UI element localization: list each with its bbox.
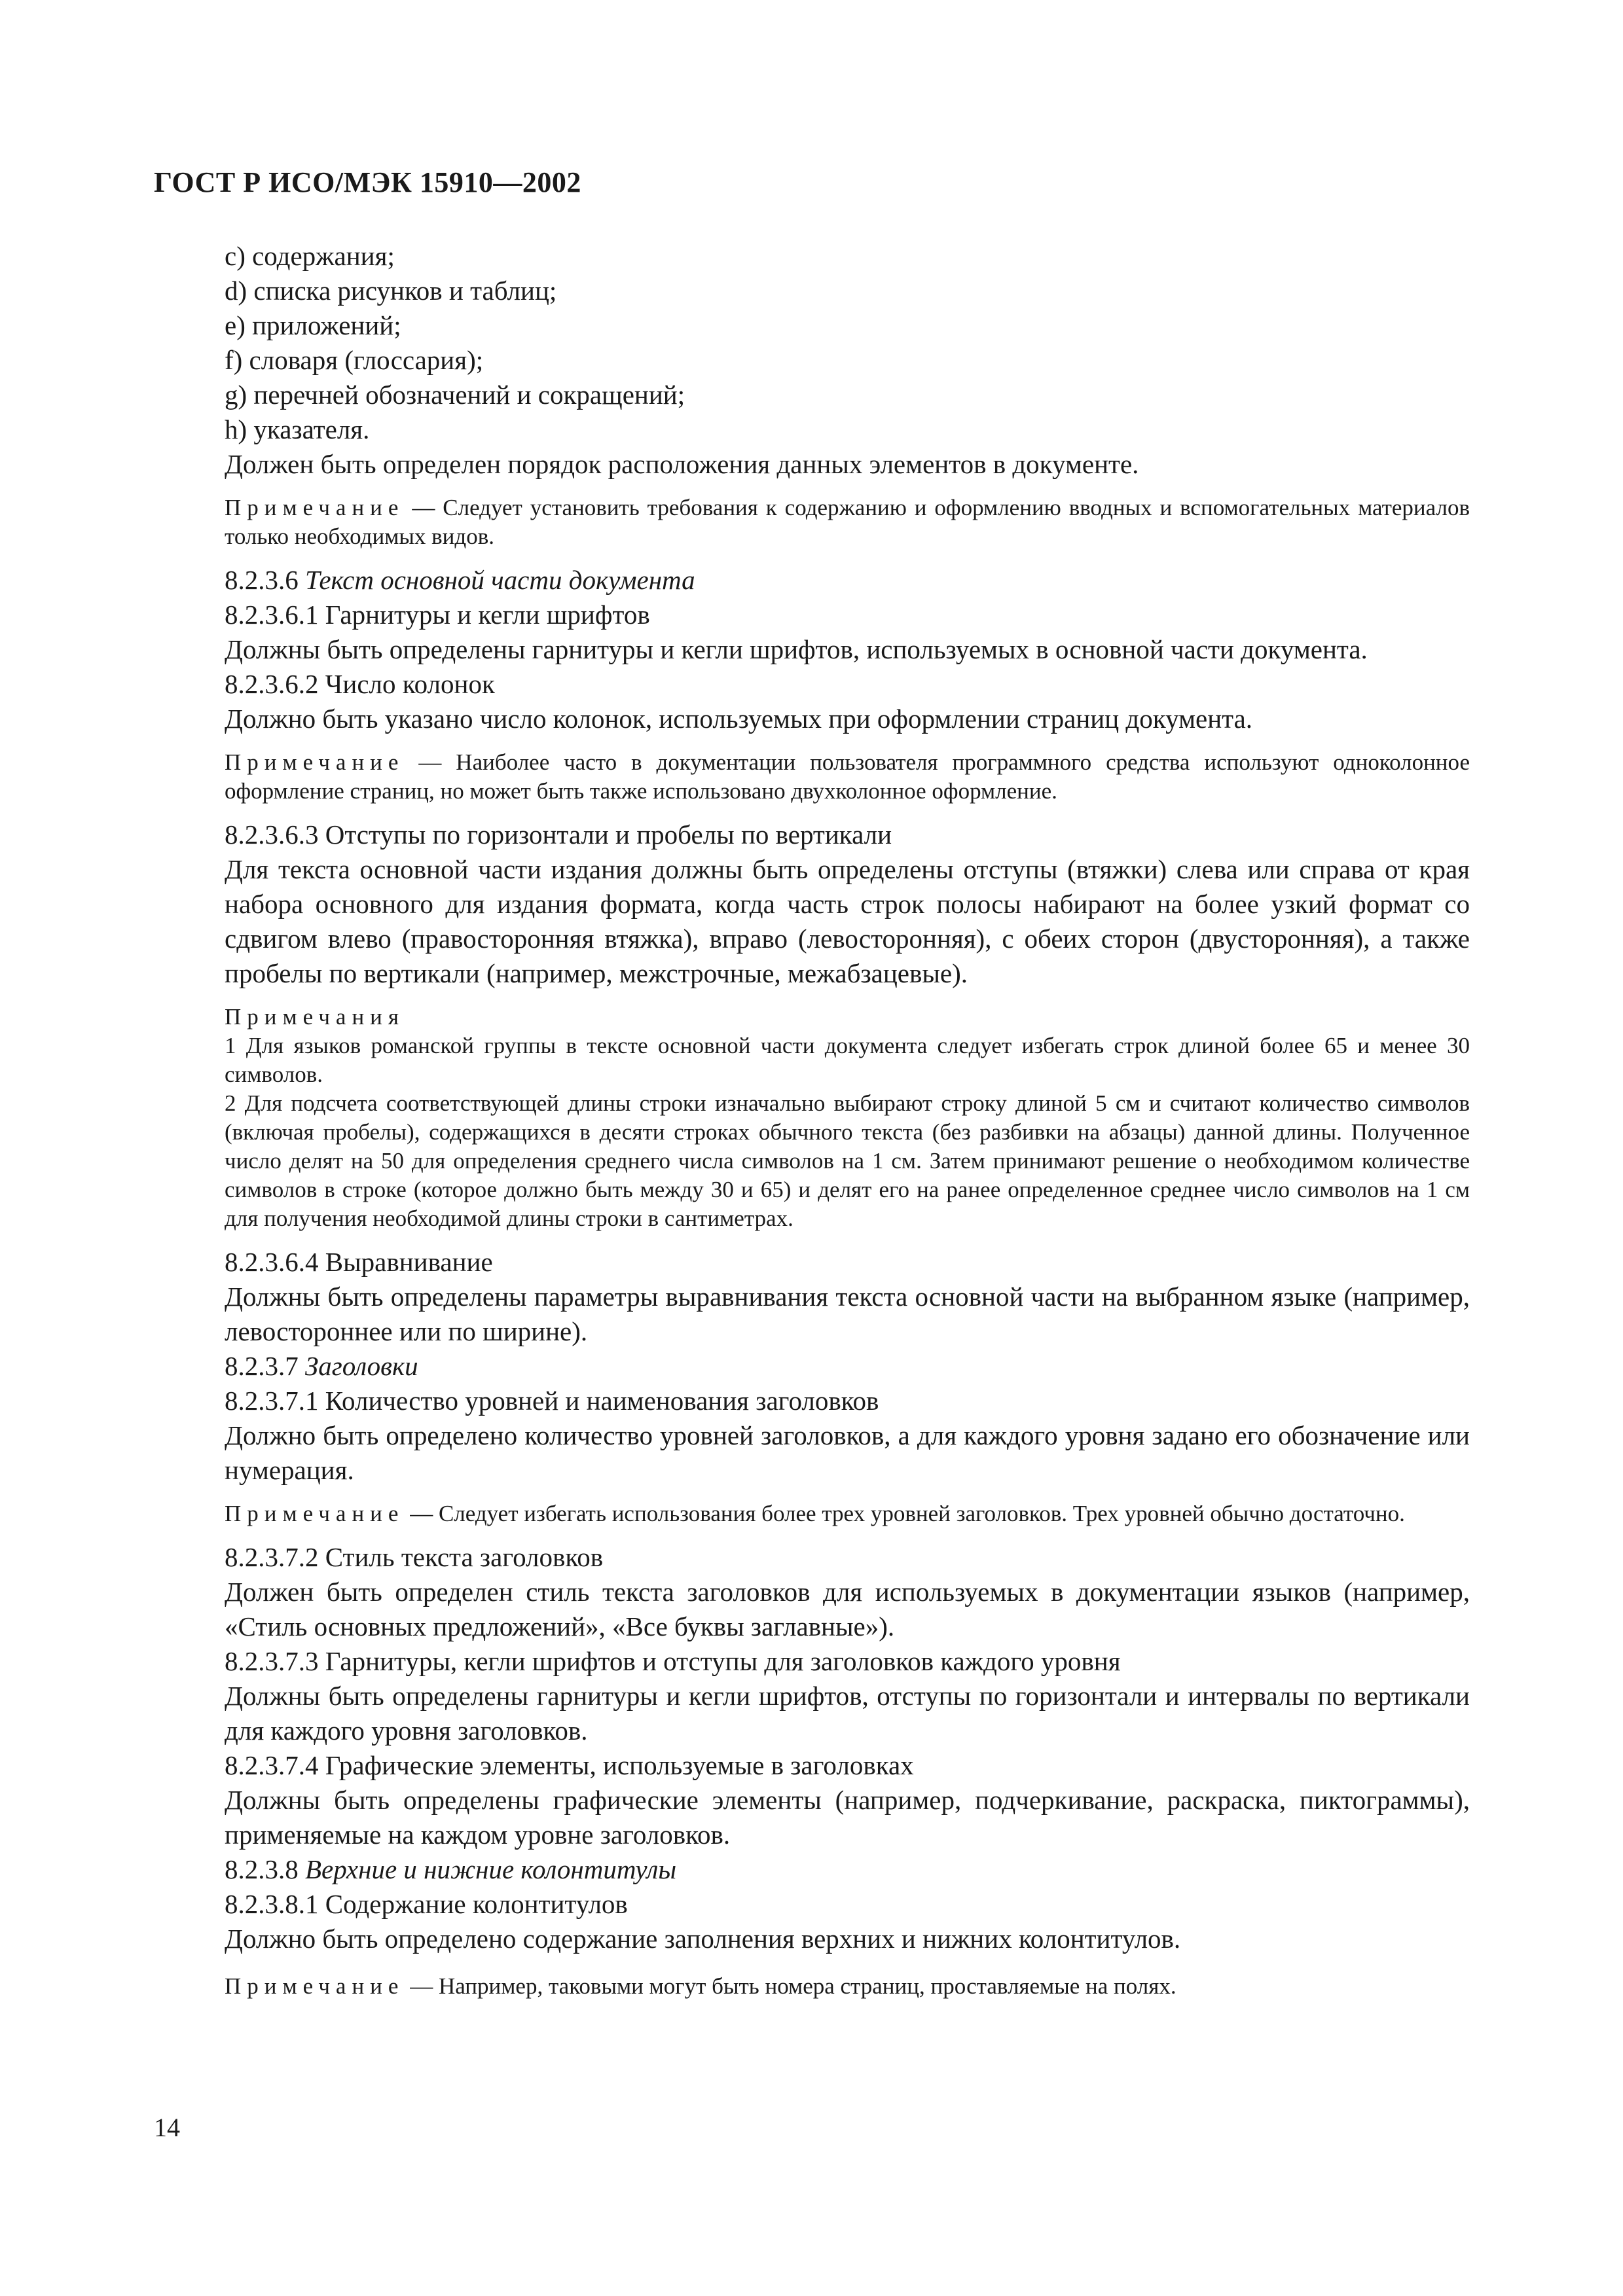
section-heading-82371: 8.2.3.7.1 Количество уровней и наименования заголовков bbox=[225, 1386, 879, 1416]
note-label: Примечание bbox=[225, 1973, 405, 1999]
section-heading-8238 bbox=[154, 1852, 1470, 1887]
notes-label: Примечания bbox=[225, 1004, 405, 1030]
section-heading-82372: 8.2.3.7.2 Стиль текста заголовков bbox=[225, 1542, 604, 1572]
note-label: Примечание bbox=[225, 495, 405, 520]
section-heading-8236 bbox=[154, 563, 1470, 598]
note-4 bbox=[154, 1972, 1470, 2001]
section-heading-82361: 8.2.3.6.1 Гарнитуры и кегли шрифтов bbox=[225, 600, 650, 630]
paragraph-82364: Должны быть определены параметры выравнивания текста основной части на выбранном языке (например, левостороннее или по ширине). bbox=[225, 1282, 1470, 1346]
paragraph-82371: Должно быть определено количество уровней заголовков, а для каждого уровня задано его обозначение или нумерация. bbox=[225, 1420, 1470, 1485]
paragraph-82372: Должен быть определен стиль текста заголовков для используемых в документации языков (например, «Стиль основных предложений», «Все буквы заглавные»). bbox=[225, 1577, 1470, 1641]
note-label: Примечание bbox=[225, 1501, 405, 1526]
list-item-f: f) словаря (глоссария); bbox=[225, 345, 484, 375]
section-heading-8237 bbox=[154, 1349, 1470, 1384]
section-title: Текст основной части документа bbox=[305, 565, 695, 595]
section-heading-82374: 8.2.3.7.4 Графические элементы, используемые в заголовках bbox=[225, 1750, 914, 1780]
list-item-e: e) приложений; bbox=[225, 310, 401, 340]
section-heading-82363: 8.2.3.6.3 Отступы по горизонтали и пробелы по вертикали bbox=[225, 819, 892, 850]
section-heading-82362: 8.2.3.6.2 Число колонок bbox=[225, 669, 495, 699]
note-1 bbox=[154, 493, 1470, 551]
section-number: 8.2.3.6 bbox=[225, 565, 305, 595]
document-header: ГОСТ Р ИСО/МЭК 15910—2002 bbox=[154, 166, 581, 198]
notes-item-1: 1 Для языков романской группы в тексте основной части документа следует избегать строк длиной более 65 и менее 30 символов. bbox=[225, 1033, 1470, 1087]
section-heading-82373: 8.2.3.7.3 Гарнитуры, кегли шрифтов и отступы для заголовков каждого уровня bbox=[225, 1646, 1121, 1676]
list-item-d: d) списка рисунков и таблиц; bbox=[225, 276, 557, 306]
note-2 bbox=[154, 748, 1470, 806]
list-item-g: g) перечней обозначений и сокращений; bbox=[225, 380, 685, 410]
page-number: 14 bbox=[154, 2113, 180, 2142]
note-label: Примечание bbox=[225, 749, 405, 775]
section-number: 8.2.3.8 bbox=[225, 1854, 305, 1884]
notes-item-2: 2 Для подсчета соответствующей длины строки изначально выбирают строку длиной 5 см и считают количество символов (включая пробелы), содержащихся в десяти строках обычного текста (без разбивки на абзацы) данной длины. Полученное число делят на 50 для определения среднего числа символов на 1 см. Затем принимают решение о необходимом количестве символов в строке (которое должно быть между 30 и 65) и делят его на ранее определенное среднее число символов на 1 см для получения необходимой длины строки в сантиметрах. bbox=[225, 1090, 1470, 1231]
paragraph-order: Должен быть определен порядок расположения данных элементов в документе. bbox=[225, 449, 1139, 479]
paragraph-82362: Должно быть указано число колонок, используемых при оформлении страниц документа. bbox=[225, 704, 1253, 734]
paragraph-82361: Должны быть определены гарнитуры и кегли шрифтов, используемых в основной части документа. bbox=[225, 634, 1368, 664]
paragraph-82381: Должно быть определено содержание заполнения верхних и нижних колонтитулов. bbox=[225, 1924, 1181, 1954]
list-item-h: h) указателя. bbox=[225, 414, 370, 444]
paragraph-82373: Должны быть определены гарнитуры и кегли шрифтов, отступы по горизонтали и интервалы по вертикали для каждого уровня заголовков. bbox=[225, 1681, 1470, 1746]
section-title: Заголовки bbox=[305, 1351, 418, 1381]
section-number: 8.2.3.7 bbox=[225, 1351, 305, 1381]
paragraph-82363: Для текста основной части издания должны быть определены отступы (втяжки) слева или справа от края набора основного для издания формата, когда часть строк полосы набирают на более узкий формат со сдвигом влево (правосторонняя втяжка), вправо (левосторонняя), с обеих сторон (двусторонняя), а также пробелы по вертикали (например, межстрочные, межабзацевые). bbox=[225, 854, 1470, 988]
note-text: — Следует избегать использования более трех уровней заголовков. Трех уровней обычно достаточно. bbox=[404, 1501, 1405, 1526]
note-text: — Например, таковыми могут быть номера страниц, проставляемые на полях. bbox=[404, 1973, 1176, 1999]
note-text: — Следует установить требования к содержанию и оформлению вводных и вспомогательных материалов только необходимых видов. bbox=[225, 495, 1470, 549]
section-heading-82364: 8.2.3.6.4 Выравнивание bbox=[225, 1247, 493, 1277]
page-content bbox=[154, 239, 1470, 2001]
paragraph-82374: Должны быть определены графические элементы (например, подчеркивание, раскраска, пиктограммы), применяемые на каждом уровне заголовков. bbox=[225, 1785, 1470, 1850]
section-heading-82381: 8.2.3.8.1 Содержание колонтитулов bbox=[225, 1889, 628, 1919]
note-text: — Наиболее часто в документации пользователя программного средства используют одноколонное оформление страниц, но может быть также использовано двухколонное оформление. bbox=[225, 749, 1470, 804]
list-item-c: c) содержания; bbox=[225, 241, 395, 271]
note-3 bbox=[154, 1499, 1470, 1528]
section-title: Верхние и нижние колонтитулы bbox=[305, 1854, 677, 1884]
